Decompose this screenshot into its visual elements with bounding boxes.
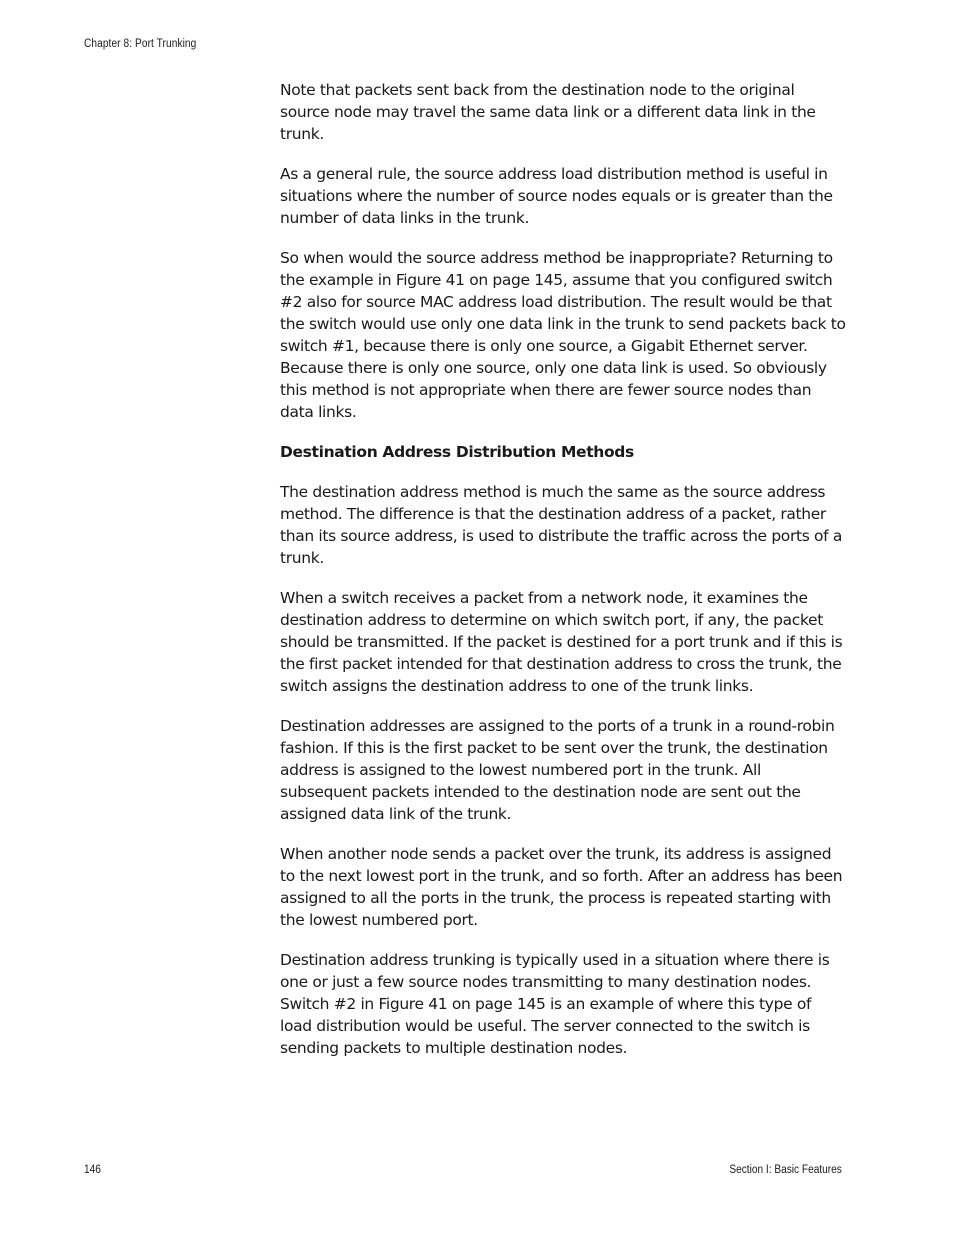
running-header: Chapter 8: Port Trunking (84, 38, 197, 50)
section-heading: Destination Address Distribution Methods (280, 443, 634, 461)
paragraph-typical-use: Destination address trunking is typically used in a situation where there is one or just a few source nodes transmitting to many destination nodes. Switch #2 in Figure 41 on page 145 is an example of where this type of load distribution would be useful. The server connected to the switch is sending packets to multiple destination nodes. (280, 951, 830, 1057)
paragraph-return-path: Note that packets sent back from the destination node to the original source node may travel the same data link or a different data link in the trunk. (280, 81, 816, 143)
page-body (280, 79, 846, 1077)
paragraph-inappropriate-use: So when would the source address method be inappropriate? Returning to the example in Figure 41 on page 145, assume that you configured switch #2 also for source MAC address load distribution. The result would be that the switch would use only one data link in the trunk to send packets back to switch #1, because there is only one source, a Gigabit Ethernet server. Because there is only one source, only one data link is used. So obviously this method is not appropriate when there are fewer source nodes than data links. (280, 249, 846, 421)
footer-section-title: Section I: Basic Features (729, 1164, 842, 1176)
paragraph-switch-receives: When a switch receives a packet from a network node, it examines the destination address to determine on which switch port, if any, the packet should be transmitted. If the packet is destined for a port trunk and if this is the first packet intended for that destination address to cross the trunk, the switch assigns the destination address to one of the trunk links. (280, 589, 843, 695)
paragraph-next-node: When another node sends a packet over the trunk, its address is assigned to the next lowest port in the trunk, and so forth. After an address has been assigned to all the ports in the trunk, the process is repeated starting with the lowest numbered port. (280, 845, 843, 929)
page-number: 146 (84, 1164, 101, 1176)
paragraph-round-robin: Destination addresses are assigned to the ports of a trunk in a round-robin fashion. If this is the first packet to be sent over the trunk, the destination address is assigned to the lowest numbered port in the trunk. All subsequent packets intended to the destination node are sent out the assigned data link of the trunk. (280, 717, 835, 823)
paragraph-destination-method: The destination address method is much the same as the source address method. The difference is that the destination address of a packet, rather than its source address, is used to distribute the traffic across the ports of a trunk. (280, 483, 842, 567)
paragraph-general-rule: As a general rule, the source address load distribution method is useful in situations where the number of source nodes equals or is greater than the number of data links in the trunk. (280, 165, 833, 227)
